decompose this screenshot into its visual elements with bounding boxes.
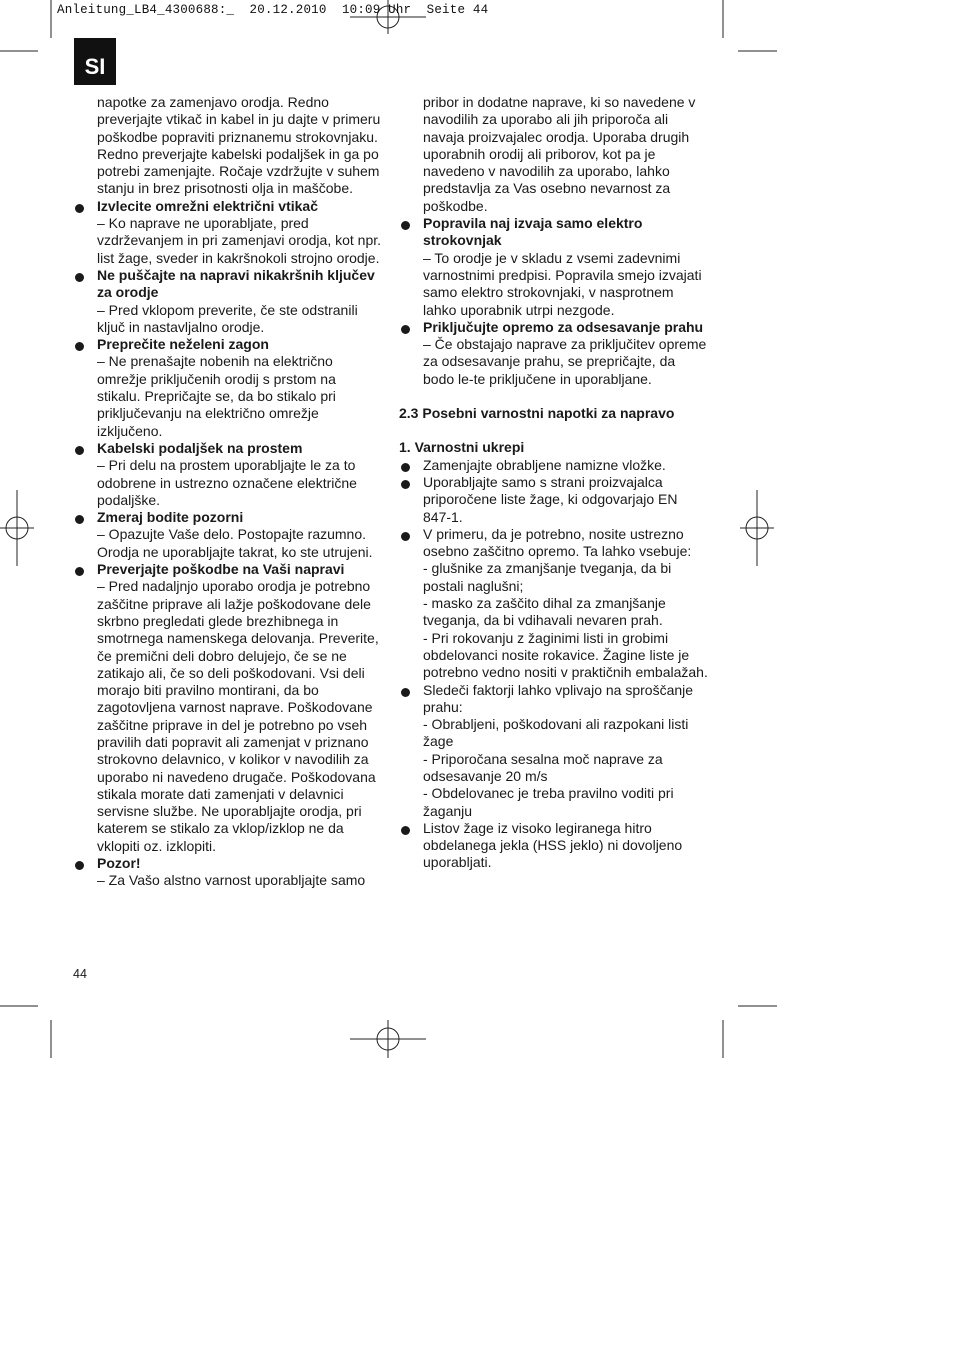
item-text: – Opazujte Vaše delo. Postopajte razumno. Orodja ne uporabljajte takrat, ko ste utrujeni. <box>97 526 373 560</box>
bullet-icon <box>75 342 84 351</box>
list-item <box>399 457 709 474</box>
bullet-icon <box>75 446 84 455</box>
item-text: Listov žage iz visoko legiranega hitro obdelanega jekla (HSS jeklo) ni dovoljeno uporabljati. <box>423 819 683 871</box>
right-column <box>399 94 709 872</box>
bullet-icon <box>75 204 84 213</box>
list-item <box>399 526 709 682</box>
bullet-icon <box>401 480 410 489</box>
item-text: – Pri delu na prostem uporabljajte le za to odobrene in ustrezno označene električne podaljške. <box>97 457 357 508</box>
list-item <box>73 267 383 336</box>
bullet-icon <box>75 861 84 870</box>
item-text: – Če obstajajo naprave za priključitev opreme za odsesavanje prahu, se prepričajte, da bodo le-te priključene in uporabljane. <box>423 336 707 387</box>
list-item <box>399 474 709 526</box>
left-column <box>73 94 383 890</box>
page-number: 44 <box>73 967 87 981</box>
item-text: – To orodje je v skladu z vsemi zadevnimi varnostnimi predpisi. Popravila smejo izvajati samo elektro strokovnjaki, v nasprotnem lahko uporabnik utrpi nezgode. <box>423 249 702 318</box>
item-title: Popravila naj izvaja samo elektro strokovnjak <box>423 215 643 249</box>
list-item <box>399 820 709 872</box>
item-title: Zmeraj bodite pozorni <box>97 509 244 526</box>
item-title: Pozor! <box>97 855 141 872</box>
section-heading: 2.3 Posebni varnostni napotki za napravo <box>399 405 675 422</box>
item-text: – Ne prenašajte nobenih na električno omrežje priključenih orodij s prstom na stikalu. Prepričajte se, da bo stikalo pri priključevanju na električno omrežje izključeno. <box>97 353 336 439</box>
list-item <box>399 215 709 319</box>
bullet-icon <box>401 221 410 230</box>
list-item <box>73 440 383 509</box>
item-text: Sledeči faktorji lahko vplivajo na sproščanje prahu: - Obrabljeni, poškodovani ali razpokani listi žage - Priporočana sesalna moč naprave za odsesavanje 20 m/s - Obdelovanec je treba pravilno voditi pri žaganju <box>423 681 694 819</box>
language-badge <box>74 38 116 85</box>
item-title: Kabelski podaljšek na prostem <box>97 439 303 456</box>
bullet-icon <box>75 567 84 576</box>
intro-paragraph: napotke za zamenjavo orodja. Redno preverjajte vtikač in kabel in ju dajte v primeru poškodbe popraviti priznanemu strokovnjaku. Redno preverjajte kabelski podaljšek in ga po potrebi zamenjajte. Ročaje vzdržujte v suhem stanju in brez prisotnosti olja in maščobe. <box>97 94 381 197</box>
bullet-icon <box>401 532 410 541</box>
item-text: – Pred vklopom preverite, če ste odstranili ključ in nastavljalno orodje. <box>97 301 358 335</box>
bullet-icon <box>401 688 410 697</box>
language-code: SI <box>84 54 106 79</box>
item-text: V primeru, da je potrebno, nosite ustrezno osebno zaščitno opremo. Ta lahko vsebuje: - glušnike za zmanjšanje tveganja, da bi postali naglušni; - masko za zaščito dihal za zmanjšanje tveganja, da bi vdihavali nevaren prah. - Pri rokovanju z žaginimi listi in grobimi obdelovanci nosite rokavice. Žagine liste je potrebno vedno nositi v praktičnih embalažah. <box>423 525 708 681</box>
bullet-icon <box>401 325 410 334</box>
bullet-icon <box>401 463 410 472</box>
bullet-icon <box>75 515 84 524</box>
list-item <box>73 509 383 561</box>
print-header: Anleitung_LB4_4300688:_ 20.12.2010 10:09 Uhr Seite 44 <box>57 3 489 17</box>
item-title: Preprečite neželeni zagon <box>97 336 269 353</box>
item-text: Uporabljajte samo s strani proizvajalca priporočene liste žage, ki odgovarjajo EN 847-1. <box>423 473 678 525</box>
item-text: – Pred nadaljnjo uporabo orodja je potrebno zaščitne priprave ali lažje poškodovane dele skrbno pregledati glede brezhibnega in smotrnega namenskega delovanja. Preverite, če premični deli dobro delujejo, če se ne zatikajo ali, če so deli poškodovani. Vsi deli morajo biti pravilno montirani, da bo zagotovljena varnost naprave. Poškodovane zaščitne priprave in del je potrebno po vseh pravilih dati popravit ali zamenjat v priznano strokovno delavnico, v kolikor v navodilih za uporabo ni navedeno drugače. Poškodovana stikala morate dati zamenjati v delavnici servisne službe. Ne uporabljajte orodja, pri katerem se stikalo za vklop/izklop ne da vklopiti oz. izklopiti. <box>97 578 379 854</box>
list-item <box>73 336 383 440</box>
list-item <box>73 561 383 855</box>
subsection-heading: 1. Varnostni ukrepi <box>399 439 525 456</box>
item-title: Priključujte opremo za odsesavanje prahu <box>423 318 704 335</box>
list-item <box>399 319 709 388</box>
item-title: Izvlecite omrežni električni vtikač <box>97 197 318 214</box>
item-text: Zamenjajte obrabljene namizne vložke. <box>423 456 666 473</box>
bullet-icon <box>401 826 410 835</box>
item-text: – Za Vašo alstno varnost uporabljajte samo <box>97 872 366 889</box>
intro-paragraph: pribor in dodatne naprave, ki so navedene v navodilih za uporabo ali jih priporoča ali navaja proizvajalec orodja. Uporaba drugih uporabnih orodij ali priborov, kot pa je navedeno v navodilih za uporabo, lahko predstavlja za Vas osebno nevarnost za poškodbe. <box>423 94 696 214</box>
list-item <box>73 855 383 890</box>
item-text: – Ko naprave ne uporabljate, pred vzdrževanjem in pri zamenjavi orodja, kot npr. list žage, sveder in kakršnokoli strojno orodje. <box>97 215 382 266</box>
bullet-icon <box>75 273 84 282</box>
list-item <box>399 682 709 820</box>
item-title: Preverjajte poškodbe na Vaši napravi <box>97 561 345 578</box>
list-item <box>73 198 383 267</box>
item-title: Ne puščajte na napravi nikakršnih ključev za orodje <box>97 266 375 301</box>
